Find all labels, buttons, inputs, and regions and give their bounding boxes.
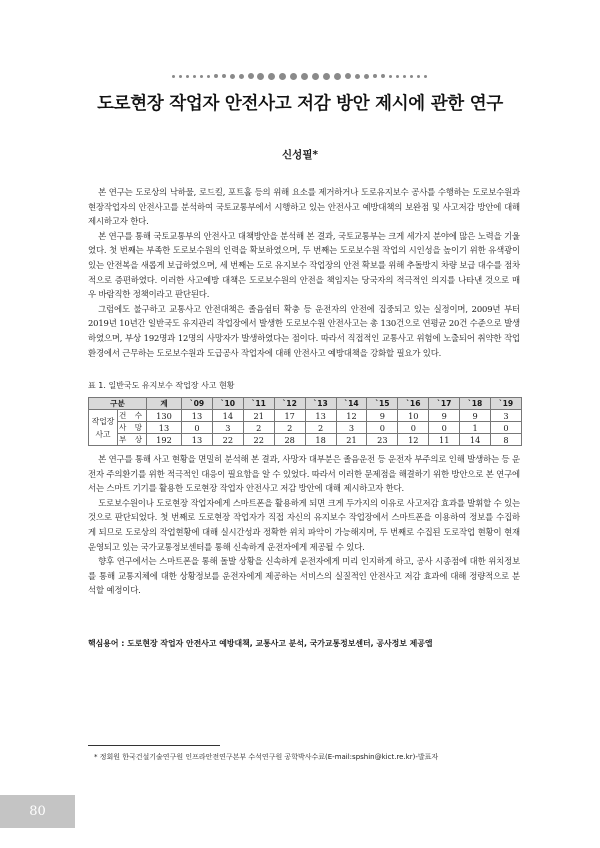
- table-cell: 3: [491, 410, 522, 422]
- footnote-divider: [88, 745, 220, 746]
- decorative-dot: [268, 73, 275, 80]
- year-header: `10: [212, 398, 243, 410]
- table-row: [89, 434, 522, 446]
- table-cell: 3: [212, 422, 243, 434]
- year-header: `13: [305, 398, 336, 410]
- decorative-dot: [334, 73, 341, 80]
- table-cell: 14: [212, 410, 243, 422]
- abstract-bottom: [88, 452, 520, 598]
- decorative-dot: [257, 73, 264, 80]
- table-cell: 17: [274, 410, 305, 422]
- table-cell: 12: [336, 410, 367, 422]
- table-cell: 13: [182, 410, 213, 422]
- decorative-dot: [323, 73, 330, 80]
- decorative-dot: [301, 73, 308, 80]
- keywords: 핵심용어 : 도로현장 작업자 안전사고 예방대책, 교통사고 분석, 국가교통정보센터, 공사정보 제공앱: [88, 639, 433, 648]
- paragraph: 도로보수원이나 도로현장 작업자에게 스마트폰을 활용하게 되면 크게 두가지의 이유로 사고저감 효과를 발휘할 수 있는 것으로 판단되었다. 첫 번째로 도로현장 작업자가 직접 자신의 유지보수 작업장에서 스마트폰을 이용하여 정보를 수집하게 되므로 도로상의 작업현황에 대해 실시간성과 정확한 위치 파악이 가능해지며, 두 번째로 수집된 도로작업 현황이 현재 운영되고 있는 국가교통정보센터를 통해 신속하게 운전자에게 제공될 수 있다.: [88, 497, 520, 552]
- table-caption: 표 1. 일반국도 유지보수 작업장 사고 현황: [88, 381, 235, 390]
- table-cell: 13: [305, 410, 336, 422]
- paragraph: 본 연구를 통해 국토교통부의 안전사고 대책방안을 분석해 본 결과, 국토교통부는 크게 세가지 분야에 많은 노력을 기울였다. 첫 번째는 부족한 도로보수원의 인력을 확보하였으며, 두 번째는 도로보수원 작업의 시인성을 높이기 위한 유색광이 있는 안전복을 새롭게 보급하였으며, 세 번째는 도로 유지보수 작업장의 안전 확보를 위해 추돌방지 차량 보급 대수를 점차적으로 증편하였다. 이러한 사고예방 대책은 도로보수원의 안전을 책임지는 당국자의 적극적인 의지를 나타낸 것으로 매우 바람직한 정책이라고 판단된다.: [88, 230, 520, 300]
- author-name: 신성필*: [282, 149, 318, 161]
- row-label: 건 수: [118, 411, 146, 420]
- abstract-top: [88, 185, 520, 360]
- paragraph: 그럼에도 불구하고 교통사고 안전대책은 졸음쉼터 확충 등 운전자의 안전에 집중되고 있는 실정이며, 2009년 부터 2019년 10년간 일반국도 유지관리 작업장에서 발생한 도로보수원 안전사고는 총 130건으로 연평균 20건 수준으로 발생하였으며, 부상 192명과 12명의 사망자가 발생하였다는 점이다. 따라서 직접적인 교통사고 위험에 노출되어 취약한 작업환경에서 근무하는 도로보수원과 도급공사 작업자에 대해 안전사고 예방대책을 강화할 필요가 있다.: [88, 303, 520, 358]
- decorative-dot: [248, 73, 254, 79]
- decorative-dot: [410, 75, 413, 78]
- table-cell: 2: [305, 422, 336, 434]
- paper-title: 도로현장 작업자 안전사고 저감 방안 제시에 관한 연구: [97, 94, 503, 114]
- table-row: [89, 410, 522, 422]
- table-cell: 22: [212, 434, 243, 446]
- decorative-dot: [207, 75, 210, 78]
- year-header: `17: [429, 398, 460, 410]
- year-header: `16: [398, 398, 429, 410]
- paragraph: 본 연구는 도로상의 낙하물, 로드킬, 포트홀 등의 위해 요소를 제거하거나 도로유지보수 공사를 수행하는 도로보수원과 현장작업자의 안전사고를 분석하여 국토교통부에서 시행하고 있는 안전사고 예방대책의 보완점 및 사고저감 방안에 대해 제시하고자 한다.: [88, 187, 520, 227]
- decorative-dot: [222, 74, 226, 78]
- table-row: [89, 422, 522, 434]
- year-header: `18: [460, 398, 491, 410]
- row-label: 사 망: [118, 423, 146, 432]
- table-cell: 10: [398, 410, 429, 422]
- year-header: `14: [336, 398, 367, 410]
- decorative-dot: [193, 75, 196, 78]
- table-header-row: [89, 398, 522, 410]
- table-cell: 12: [398, 434, 429, 446]
- decorative-dot: [179, 75, 182, 78]
- decorative-dot-row: [172, 70, 427, 82]
- total-cell: 130: [147, 410, 182, 422]
- table-cell: 0: [398, 422, 429, 434]
- accident-stats-table: [88, 397, 522, 446]
- table-cell: 18: [305, 434, 336, 446]
- decorative-dot: [396, 75, 399, 78]
- table-cell: 0: [429, 422, 460, 434]
- table-cell: 8: [491, 434, 522, 446]
- total-cell: 192: [147, 434, 182, 446]
- table-corner-cell: 구분: [89, 398, 147, 410]
- decorative-dot: [239, 74, 244, 79]
- year-header: `15: [367, 398, 398, 410]
- decorative-dot: [172, 75, 175, 78]
- page-number-tab: [0, 795, 75, 828]
- paragraph: 향후 연구에서는 스마트폰을 통해 돌발 상황을 신속하게 운전자에게 미리 인지하게 하고, 공사 시종점에 대한 위치정보를 통해 교통지체에 대한 상황정보를 운전자에게 제공하는 서비스의 실질적인 안전사고 저감 효과에 대해 정량적으로 분석할 예정이다.: [88, 556, 520, 596]
- decorative-dot: [381, 74, 385, 78]
- table-cell: 23: [367, 434, 398, 446]
- decorative-dot: [200, 75, 203, 78]
- row-label: 부 상: [118, 435, 146, 444]
- page-number: 80: [29, 804, 46, 819]
- year-header: `09: [182, 398, 213, 410]
- decorative-dot: [345, 73, 351, 79]
- decorative-dot: [230, 74, 235, 79]
- year-header: `19: [491, 398, 522, 410]
- table-cell: 11: [429, 434, 460, 446]
- total-cell: 13: [147, 422, 182, 434]
- table-cell: 28: [274, 434, 305, 446]
- year-header: `12: [274, 398, 305, 410]
- table-cell: 0: [367, 422, 398, 434]
- decorative-dot: [290, 73, 297, 80]
- table-cell: 1: [460, 422, 491, 434]
- table-cell: 21: [336, 434, 367, 446]
- table-cell: 22: [243, 434, 274, 446]
- decorative-dot: [403, 75, 406, 78]
- table-cell: 21: [243, 410, 274, 422]
- table-cell: 14: [460, 434, 491, 446]
- table-cell: 13: [182, 434, 213, 446]
- row-group-label: 작업장 사고: [89, 410, 118, 446]
- decorative-dot: [312, 73, 319, 80]
- table-cell: 3: [336, 422, 367, 434]
- decorative-dot: [355, 74, 360, 79]
- decorative-dot: [214, 74, 218, 78]
- decorative-dot: [279, 73, 286, 80]
- table-cell: 2: [274, 422, 305, 434]
- year-header: `11: [243, 398, 274, 410]
- table-cell: 9: [429, 410, 460, 422]
- table-cell: 9: [367, 410, 398, 422]
- table-cell: 2: [243, 422, 274, 434]
- table-cell: 0: [182, 422, 213, 434]
- table-cell: 0: [491, 422, 522, 434]
- decorative-dot: [364, 74, 369, 79]
- footnote: * 정회원 한국건설기술연구원 인프라안전연구본부 수석연구원 공학박사수료(E-mail:spshin@kict.re.kr)-발표자: [94, 753, 439, 761]
- decorative-dot: [373, 74, 377, 78]
- table-total-header: 계: [147, 398, 182, 410]
- paragraph: 본 연구를 통해 사고 현황을 면밀히 분석해 본 결과, 사망자 대부분은 졸음운전 등 운전자 부주의로 인해 발생하는 등 운전자 주의환기를 위한 적극적인 대응이 필요함을 알 수 있었다. 따라서 이러한 문제점을 해결하기 위한 방안으로 본 연구에서는 스마트 기기를 활용한 도로현장 작업자 안전사고 저감 방안에 대해 제시하고자 한다.: [88, 454, 520, 494]
- table-cell: 9: [460, 410, 491, 422]
- decorative-dot: [424, 75, 427, 78]
- decorative-dot: [389, 75, 392, 78]
- decorative-dot: [417, 75, 420, 78]
- decorative-dot: [186, 75, 189, 78]
